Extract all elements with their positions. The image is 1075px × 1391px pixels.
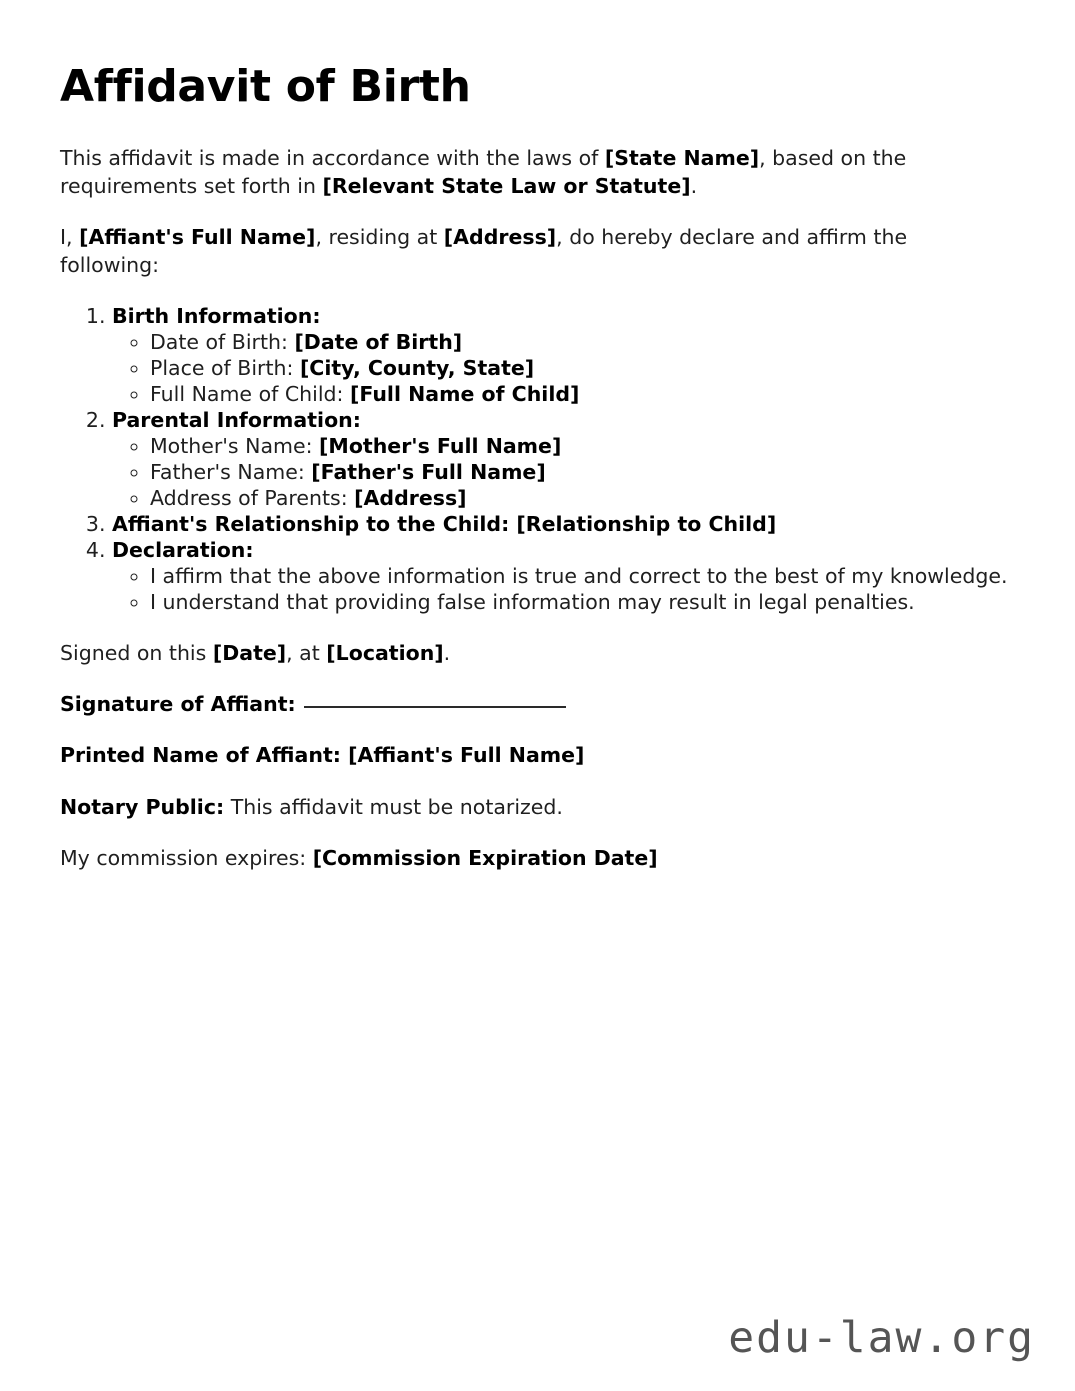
affiant-text-part1: I,: [60, 225, 80, 250]
list-item: [150, 563, 1015, 589]
signed-text-part2: , at: [286, 640, 327, 665]
sub-item-value: [Full Name of Child]: [349, 382, 580, 407]
sub-item-label: Place of Birth:: [150, 356, 300, 381]
site-watermark: edu-law.org: [728, 1313, 1035, 1363]
location-placeholder: [Location]: [326, 640, 444, 665]
list-item: [150, 329, 1015, 355]
section-sublist: [112, 329, 1015, 407]
sub-item-label: Mother's Name:: [150, 434, 320, 459]
signature-of-affiant-row: [60, 691, 950, 718]
section-heading: Affiant's Relationship to the Child: [Relationship to Child]: [112, 512, 777, 537]
list-item: [150, 589, 1015, 615]
address-placeholder: [Address]: [443, 225, 557, 250]
list-item: [112, 407, 1015, 511]
commission-label: My commission expires:: [60, 846, 313, 871]
printed-name-row: [60, 742, 950, 769]
sub-item-label: I affirm that the above information is true and correct to the best of my knowledge.: [150, 564, 1008, 589]
section-heading: Parental Information:: [112, 408, 361, 433]
notary-public-row: [60, 794, 950, 821]
list-item: [150, 355, 1015, 381]
affiant-name-placeholder: [Affiant's Full Name]: [79, 225, 316, 250]
date-placeholder: [Date]: [212, 640, 287, 665]
list-item: [112, 537, 1015, 615]
intro-paragraph: [60, 145, 950, 200]
affiant-text-part2: , residing at: [315, 225, 444, 250]
section-heading: Declaration:: [112, 538, 254, 563]
sub-item-label: Date of Birth:: [150, 330, 295, 355]
section-heading: Birth Information:: [112, 304, 321, 329]
affiant-text-part3: , do hereby declare and affirm the following:: [60, 225, 908, 277]
sub-item-label: Full Name of Child:: [150, 382, 350, 407]
page-title: Affidavit of Birth: [60, 61, 471, 112]
signed-text-part3: .: [443, 640, 451, 665]
notary-text: This affidavit must be notarized.: [224, 794, 563, 819]
list-item: [150, 433, 1015, 459]
section-sublist: [112, 563, 1015, 615]
affidavit-sections-list: [60, 303, 1015, 615]
section-sublist: [112, 433, 1015, 511]
sub-item-value: [Address]: [354, 486, 467, 511]
list-item: [150, 485, 1015, 511]
intro-text-part2: , based on the requirements set forth in: [60, 146, 907, 198]
sub-item-label: I understand that providing false information may result in legal penalties.: [150, 590, 915, 615]
signature-blank-line[interactable]: [304, 706, 566, 708]
list-item: [150, 459, 1015, 485]
notary-label: Notary Public:: [60, 794, 225, 819]
intro-text-part3: .: [690, 173, 698, 198]
signature-label: Signature of Affiant:: [60, 691, 296, 716]
intro-text-part1: This affidavit is made in accordance with the laws of: [60, 146, 605, 171]
state-name-placeholder: [State Name]: [604, 146, 760, 171]
sub-item-value: [City, County, State]: [299, 356, 535, 381]
list-item: [112, 303, 1015, 407]
sub-item-label: Father's Name:: [150, 460, 312, 485]
printed-name-label: Printed Name of Affiant: [Affiant's Full Name]: [60, 743, 585, 768]
commission-expiry-row: [60, 845, 950, 872]
sub-item-value: [Date of Birth]: [294, 330, 463, 355]
sub-item-value: [Father's Full Name]: [311, 460, 546, 485]
sub-item-value: [Mother's Full Name]: [319, 434, 562, 459]
list-item: [150, 381, 1015, 407]
statute-placeholder: [Relevant State Law or Statute]: [322, 173, 691, 198]
signed-paragraph: [60, 640, 950, 667]
signed-text-part1: Signed on this: [60, 640, 213, 665]
affiant-paragraph: [60, 224, 950, 279]
list-item: [112, 511, 1015, 537]
commission-value-placeholder: [Commission Expiration Date]: [312, 846, 658, 871]
sub-item-label: Address of Parents:: [150, 486, 355, 511]
